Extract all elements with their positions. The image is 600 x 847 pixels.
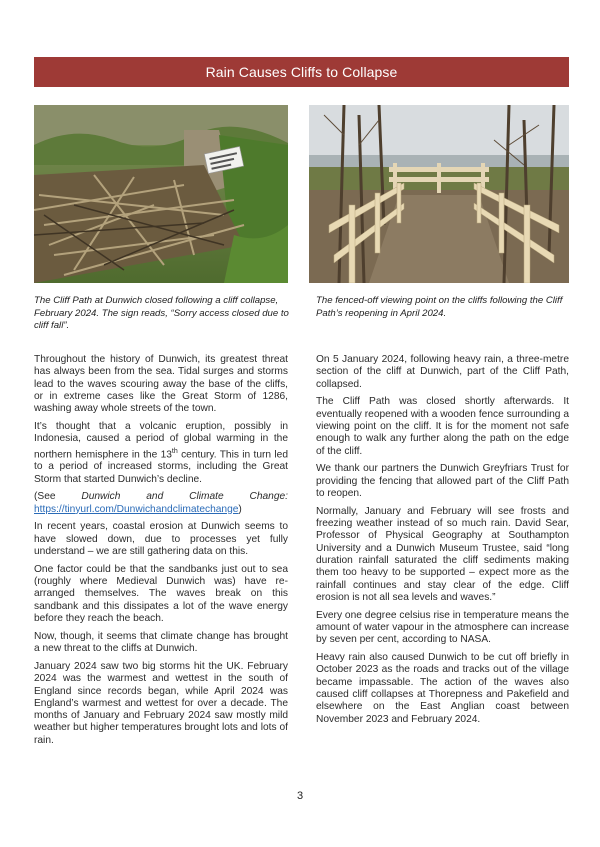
- reference-title: Dunwich and Climate Change:: [81, 491, 288, 503]
- left-photo-caption: The Cliff Path at Dunwich closed following a cliff collapse, February 2024. The sign reads, “Sorry access closed due to cliff fall”.: [34, 295, 289, 331]
- right-article-column: [316, 354, 569, 731]
- fenced-viewing-point-photo: [309, 105, 569, 283]
- paragraph: Throughout the history of Dunwich, its greatest threat has always been from the sea. Tidal surges and storms lead to the waves scouring away the base of the cliffs, or in extreme cases like the Great Storm of 1286, washing away whole streets of the town.: [34, 354, 288, 415]
- paragraph: Normally, January and February will see frosts and freezing weather instead of so much rain. David Sear, Professor of Physical Geography at Southampton University and a Dunwich Museum Trustee, said “long duration rainfall saturated the cliff sediments making them too heavy to be supported – expect more as the rainfall continues and stay clear of the edge. Cliff erosion is not all sea levels and waves.”: [316, 505, 569, 603]
- section-banner-title: Rain Causes Cliffs to Collapse: [34, 57, 569, 87]
- right-photo-caption: The fenced-off viewing point on the cliffs following the Cliff Path’s reopening in April 2024.: [316, 295, 563, 319]
- paragraph: The Cliff Path was closed shortly afterwards. It eventually reopened with a wooden fence surrounding a viewing point on the cliff. It is for the moment not safe enough to walk any further along the path on the edge of the cliff.: [316, 396, 569, 457]
- paragraph: Heavy rain also caused Dunwich to be cut off briefly in October 2023 as the roads and tracks out of the village became impassable. The action of the waves also caused cliff collapses at Thorepness and Pakefield and elsewhere on the East Anglian coast between November 2023 and February 2024.: [316, 652, 569, 725]
- paragraph-see-also: (See Dunwich and Climate Change: https://tinyurl.com/Dunwichandclimatechange): [34, 491, 288, 515]
- left-article-column: [34, 354, 288, 753]
- paragraph: It’s thought that a volcanic eruption, possibly in Indonesia, caused a period of global warming in the northern hemisphere in the 13th century. This in turn led to a period of increased storms, including the Great Storm that started Dunwich’s decline.: [34, 420, 288, 485]
- paragraph: On 5 January 2024, following heavy rain, a three-metre section of the cliff at Dunwich, part of the Cliff Path, collapsed.: [316, 354, 569, 390]
- cliff-collapse-photo: [34, 105, 288, 283]
- page-number: 3: [296, 790, 304, 802]
- paragraph: In recent years, coastal erosion at Dunwich seems to have slowed down, due to processes yet fully understand – we are still gathering data on this.: [34, 521, 288, 558]
- climate-change-link[interactable]: https://tinyurl.com/Dunwichandclimatechange: [34, 503, 239, 515]
- paragraph: Every one degree celsius rise in temperature means the amount of water vapour in the atmosphere can increase by seven per cent, according to NASA.: [316, 609, 569, 646]
- paragraph: We thank our partners the Dunwich Greyfriars Trust for providing the fencing that allowed part of the Cliff Path to reopen.: [316, 463, 569, 499]
- paragraph: January 2024 saw two big storms hit the UK. February 2024 was the warmest and wettest in the south of England since records began, while April 2024 was England’s warmest and wettest for over a decade. The months of January and February 2024 saw mostly mild weather but higher temperatures brought lots and lots of rain.: [34, 660, 288, 746]
- paragraph: Now, though, it seems that climate change has brought a new threat to the cliffs at Dunwich.: [34, 630, 288, 655]
- paragraph: One factor could be that the sandbanks just out to sea (roughly where Medieval Dunwich was) have re-arranged themselves. The waves break on this sandbank and this dissipates a lot of the wave energy before they reach the beach.: [34, 563, 288, 625]
